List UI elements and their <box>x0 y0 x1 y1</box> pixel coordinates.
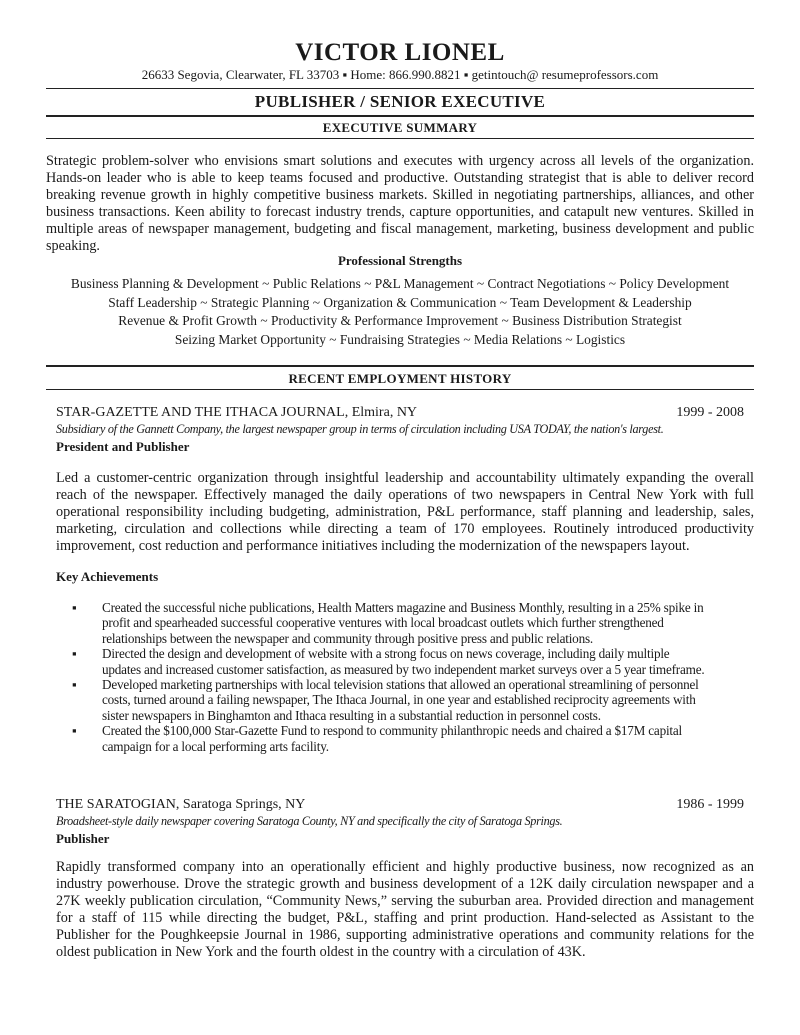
bullet-icon: ▪ <box>72 646 77 662</box>
bullet-icon: ▪ <box>72 600 77 615</box>
job-description: Rapidly transformed company into an operationally efficient and highly productive business, now recognized as an industry powerhouse. Drove the strategic growth and business development of a 12K daily circulation newspaper and a 27K weekly publication circulation, “Community News,” serving the suburban area. Provided direction and management for a staff of 115 while directing the budget, P&L, staffing and print production. Hand-selected as Assistant to the Publisher for the Poughkeepsie Journal in 1986, supporting administrative operations and community relations for the oldest publication in New York and the fourth oldest in the country with a circulation of 43K. <box>56 859 754 960</box>
strengths-line: Seizing Market Opportunity ~ Fundraising Strategies ~ Media Relations ~ Logistics <box>174 331 626 347</box>
job-dates: 1999 - 2008 <box>676 405 744 420</box>
employer-description: Subsidiary of the Gannett Company, the largest newspaper group in terms of circulation including USA TODAY, the nation's largest. <box>56 422 664 436</box>
divider <box>46 138 754 139</box>
summary-title: EXECUTIVE SUMMARY <box>322 120 478 135</box>
job-dates: 1986 - 1999 <box>676 797 744 812</box>
employer-name: THE SARATOGIAN, Saratoga Springs, NY <box>56 797 306 812</box>
list-item <box>72 600 710 646</box>
divider <box>46 115 754 117</box>
employment-title: RECENT EMPLOYMENT HISTORY <box>288 371 512 386</box>
headline: PUBLISHER / SENIOR EXECUTIVE <box>254 92 546 111</box>
bullet-icon: ▪ <box>72 677 77 693</box>
achievements-title: Key Achievements <box>56 569 159 584</box>
achievements-list <box>72 600 710 754</box>
achievement-text: Directed the design and development of website with a strong focus on news coverage, including daily multiple updates and increased customer satisfaction, as measured by two independent market surveys over a 5 year timeframe. <box>102 646 705 677</box>
contact-info: 26633 Segovia, Clearwater, FL 33703 ▪ Home: 866.990.8821 ▪ getintouch@ resumeprofessors.com <box>141 67 659 82</box>
divider <box>46 389 754 390</box>
employer-name: STAR-GAZETTE AND THE ITHACA JOURNAL, Elmira, NY <box>56 405 418 420</box>
strengths-list <box>46 275 754 349</box>
divider <box>46 88 754 89</box>
strengths-title: Professional Strengths <box>337 253 463 268</box>
bullet-icon: ▪ <box>72 723 77 739</box>
list-item <box>72 646 710 677</box>
strengths-line: Business Planning & Development ~ Public Relations ~ P&L Management ~ Contract Negotiations ~ Policy Development <box>70 276 730 291</box>
strengths-line: Staff Leadership ~ Strategic Planning ~ Organization & Communication ~ Team Development & Leadership <box>108 294 692 310</box>
job-header <box>56 404 744 421</box>
job-position: President and Publisher <box>56 439 190 454</box>
summary-text: Strategic problem-solver who envisions smart solutions and executes with urgency across all levels of the organization. Hands-on leader who is able to keep teams focused and productive. Outstanding strategist that is able to deliver record breaking revenue growth in highly competitive business markets. Skilled in negotiating partnerships, alliances, and other business transactions. Keen ability to forecast industry trends, capture opportunities, and catapult new ventures. Skilled in multiple areas of newspaper management, budgeting and fiscal management, marketing, business development and public speaking. <box>46 153 754 254</box>
strengths-line: Revenue & Profit Growth ~ Productivity & Performance Improvement ~ Business Distribution Strategist <box>118 313 682 329</box>
achievement-text: Created the successful niche publications, Health Matters magazine and Business Monthly, resulting in a 25% spike in profit and spearheaded successful cooperative ventures with local broadcast outlets which further strengthened relationships between the newspaper and community through positive press and public relations. <box>102 600 704 646</box>
list-item <box>72 723 710 754</box>
job-position: Publisher <box>56 831 110 846</box>
job-header <box>56 796 744 813</box>
achievement-text: Developed marketing partnerships with local television stations that allowed an operational streamlining of personnel costs, turned around a failing newspaper, The Ithaca Journal, in one year and established reciprocity agreements with sister newspapers in Binghamton and Ithaca resulting in a substantial reduction in personnel costs. <box>102 677 699 723</box>
job-description: Led a customer-centric organization through insightful leadership and accountability ultimately expanding the overall reach of the newspaper. Effectively managed the daily operations of two newspapers in Central New York with full operational responsibility including budgeting, administration, P&L performance, staff planning and leadership, sales, marketing, circulation and collections while directing a team of 170 employees. Routinely introduced productivity improvement, cost reduction and performance initiatives including the modernization of the newspapers layout. <box>56 470 754 554</box>
employer-description: Broadsheet-style daily newspaper covering Saratoga County, NY and specifically the city of Saratoga Springs. <box>56 814 563 828</box>
list-item <box>72 677 710 723</box>
divider <box>46 365 754 367</box>
achievement-text: Created the $100,000 Star-Gazette Fund to respond to community philanthropic needs and chaired a $17M capital campaign for a local performing arts facility. <box>102 723 683 754</box>
candidate-name: VICTOR LIONEL <box>295 39 505 66</box>
